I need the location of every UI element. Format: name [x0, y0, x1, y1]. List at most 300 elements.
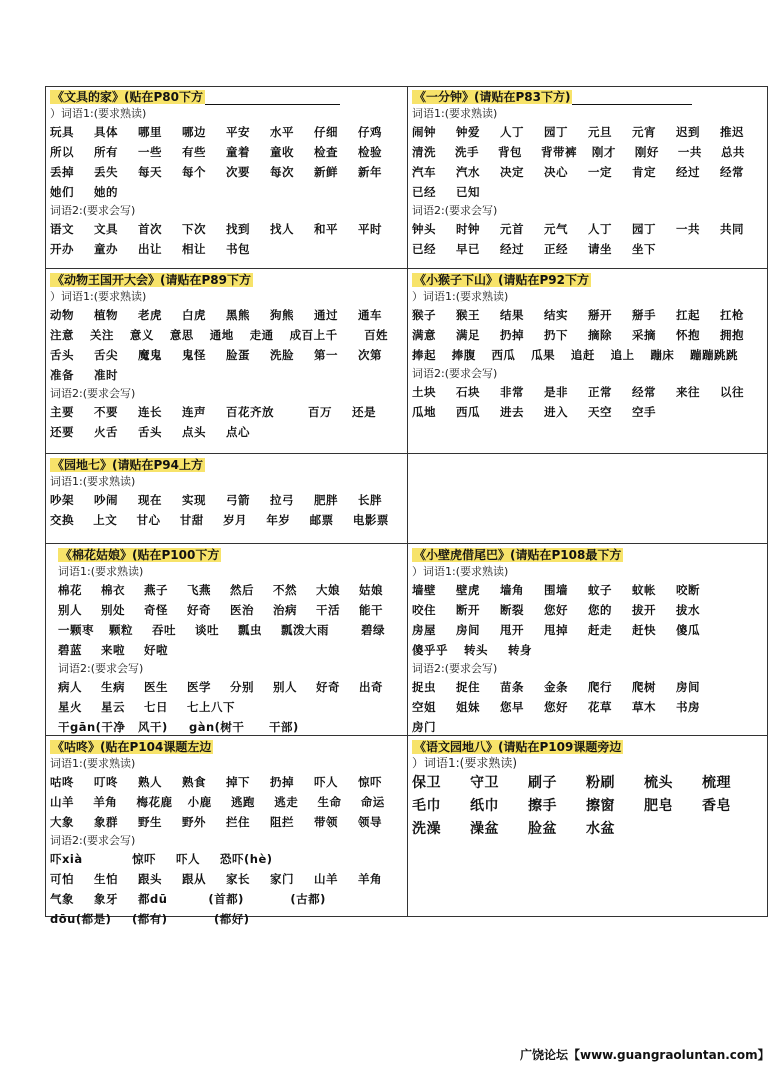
vocab-word: 蹦蹦跳跳 — [690, 348, 739, 362]
word-row — [50, 122, 404, 142]
word-row — [412, 239, 764, 259]
vocab-word: 所有 — [94, 145, 118, 159]
vocab-word: 脸蛋 — [226, 348, 250, 362]
vocab-word: 空手 — [632, 405, 656, 419]
word-row — [50, 849, 404, 869]
word-row — [50, 402, 404, 422]
vocab-word: 决定 — [500, 165, 524, 179]
vocab-word: 掰手 — [632, 308, 656, 322]
cell-dongwu-wangguo — [50, 272, 404, 450]
vocab-word: 七上八下 — [187, 700, 235, 714]
vocab-word: 生病 — [101, 680, 125, 694]
vocab-word: 一些 — [138, 145, 162, 159]
vocab-word: 断裂 — [500, 603, 524, 617]
vocab-word: 汽车 — [412, 165, 436, 179]
vocab-word: 西瓜 — [491, 348, 516, 362]
vocab-word: 吵闹 — [94, 493, 118, 507]
vocab-word: 房间 — [676, 680, 700, 694]
word-row — [58, 697, 404, 717]
word-row — [412, 122, 764, 142]
vocab-word: 都dū — [138, 892, 168, 906]
word-row — [50, 305, 404, 325]
vocab-word: 语文 — [50, 222, 74, 236]
word-row — [58, 640, 404, 660]
vocab-word: 野生 — [138, 815, 162, 829]
vocab-word: 平安 — [226, 125, 250, 139]
vocab-word: 仔细 — [314, 125, 338, 139]
vocab-word: 通过 — [314, 308, 338, 322]
vocab-word: 甘心 — [136, 513, 161, 527]
vocab-word: 电影票 — [352, 513, 389, 527]
vocab-word: 扔掉 — [500, 328, 524, 342]
vocab-word: 生命 — [317, 795, 342, 809]
vocab-word: 关注 — [89, 328, 114, 342]
vocab-word: 来啦 — [101, 643, 125, 657]
vocab-word: 所以 — [50, 145, 74, 159]
vocab-word: 擦窗 — [586, 798, 615, 814]
cell-yi-fen-zhong — [412, 89, 764, 265]
vocab-word: 碧绿 — [361, 623, 385, 637]
word-row — [412, 162, 764, 182]
word-row — [412, 325, 764, 345]
vocab-word: 已经 — [412, 185, 436, 199]
vocab-word: 元气 — [544, 222, 568, 236]
word-row — [412, 219, 764, 239]
vocab-word: 童着 — [226, 145, 250, 159]
vocab-word: 进去 — [500, 405, 524, 419]
vocab-word: 燕子 — [144, 583, 168, 597]
vocab-word: 好啦 — [144, 643, 168, 657]
vocab-word: 野外 — [182, 815, 206, 829]
vocab-word: 弓箭 — [226, 493, 250, 507]
vocab-word: 吓人 — [314, 775, 338, 789]
word-row — [50, 869, 404, 889]
vocab-word: 结实 — [544, 308, 568, 322]
vocab-word: 梅花鹿 — [136, 795, 173, 809]
word-row — [58, 677, 404, 697]
vocab-word: 童办 — [94, 242, 118, 256]
vocab-word: 每个 — [182, 165, 206, 179]
vocab-word: 瓢虫 — [238, 623, 262, 637]
word-group-label: 词语1:(要求熟读) — [58, 565, 144, 578]
vocab-word: 上文 — [93, 513, 118, 527]
word-row — [412, 717, 764, 737]
vocab-word: 扛起 — [676, 308, 700, 322]
vocab-word: 邮票 — [309, 513, 334, 527]
vocab-word: 瓜果 — [531, 348, 556, 362]
word-group-label: 词语1:(要求熟读) — [412, 107, 498, 120]
lesson-title: 《语文园地八》(请贴在P109课题旁边 — [414, 740, 622, 754]
vocab-word: 墙壁 — [412, 583, 436, 597]
vocab-word: 壁虎 — [456, 583, 480, 597]
vocab-word: 通车 — [358, 308, 382, 322]
word-group-label: 词语2:(要求会写) — [50, 834, 136, 847]
word-row — [58, 600, 404, 620]
vocab-word: 甘甜 — [179, 513, 204, 527]
vocab-word: 医生 — [144, 680, 168, 694]
vocab-word: 肥皂 — [644, 798, 673, 814]
vocab-word: 象群 — [94, 815, 118, 829]
vocab-word: 共同 — [720, 222, 744, 236]
vocab-word: 哪边 — [182, 125, 206, 139]
vocab-word: 别人 — [273, 680, 297, 694]
vocab-word: 捧起 — [412, 348, 436, 362]
lesson-title: 《园地七》(请贴在P94上方 — [52, 458, 203, 472]
vocab-word: 开办 — [50, 242, 74, 256]
vocab-word: 空姐 — [412, 700, 436, 714]
vocab-word: 意义 — [129, 328, 154, 342]
word-row — [50, 772, 404, 792]
vocab-word: 元首 — [500, 222, 524, 236]
vocab-word: 一共 — [677, 145, 702, 159]
vocab-word: 点头 — [182, 425, 206, 439]
cell-wenju-de-jia — [50, 89, 404, 265]
vocab-word: 推迟 — [720, 125, 744, 139]
vocab-word: 非常 — [500, 385, 524, 399]
vocab-word: 丢失 — [94, 165, 118, 179]
vocab-word: 拔水 — [676, 603, 700, 617]
word-row — [50, 422, 404, 442]
vocab-word: 颗粒 — [109, 623, 133, 637]
vocab-word: 瓢泼大雨 — [281, 623, 329, 637]
word-group-label: ）词语1:(要求熟读) — [412, 565, 509, 578]
vocab-word: 粉刷 — [586, 775, 615, 791]
vocab-word: 找到 — [226, 222, 250, 236]
vocab-word: 次第 — [358, 348, 382, 362]
column-divider — [407, 86, 408, 917]
cell-gudong — [50, 739, 404, 926]
vocab-word: 魔鬼 — [138, 348, 162, 362]
vocab-word: 洗澡 — [412, 821, 441, 837]
vocab-word: 赶走 — [588, 623, 612, 637]
vocab-word: 园丁 — [544, 125, 568, 139]
word-row — [58, 620, 404, 640]
vocab-word: 仔鸡 — [358, 125, 382, 139]
word-row — [50, 325, 404, 345]
vocab-word: 猴子 — [412, 308, 436, 322]
vocab-word: 肥胖 — [314, 493, 338, 507]
word-row — [50, 219, 404, 239]
word-row — [412, 305, 764, 325]
vocab-word: 一颗枣 — [58, 623, 94, 637]
word-row — [412, 620, 764, 640]
vocab-word: 童收 — [270, 145, 294, 159]
vocab-word: 白虎 — [182, 308, 206, 322]
vocab-word: 吵架 — [50, 493, 74, 507]
vocab-word: 找人 — [270, 222, 294, 236]
vocab-word: 拦住 — [226, 815, 250, 829]
vocab-word: 钟头 — [412, 222, 436, 236]
word-row — [412, 795, 764, 818]
vocab-word: 掰开 — [588, 308, 612, 322]
vocab-word: 咬住 — [412, 603, 436, 617]
vocab-word: 墙角 — [500, 583, 524, 597]
vocab-word: 香皂 — [702, 798, 731, 814]
cell-yuandi-qi — [50, 457, 404, 541]
vocab-word: 第一 — [314, 348, 338, 362]
vocab-word: 山羊 — [314, 872, 338, 886]
vocab-word: 结果 — [500, 308, 524, 322]
vocab-word: 瓜地 — [412, 405, 436, 419]
vocab-word: 经过 — [500, 242, 524, 256]
vocab-word: 命运 — [360, 795, 385, 809]
vocab-word: 连长 — [138, 405, 162, 419]
vocab-word: 走通 — [249, 328, 274, 342]
vocab-word: 书包 — [226, 242, 250, 256]
vocab-word: 首次 — [138, 222, 162, 236]
vocab-word: 舌头 — [138, 425, 162, 439]
vocab-word: 元宵 — [632, 125, 656, 139]
vocab-word: 转头 — [464, 643, 488, 657]
vocab-word: 新年 — [358, 165, 382, 179]
vocab-word: 羊角 — [93, 795, 118, 809]
vocab-word: 金条 — [544, 680, 568, 694]
vocab-word: 洗手 — [455, 145, 480, 159]
vocab-word: 澡盆 — [470, 821, 499, 837]
vocab-word: 注意 — [50, 328, 74, 342]
vocab-word: 房门 — [412, 720, 436, 734]
word-row — [50, 239, 404, 259]
vocab-word: 元旦 — [588, 125, 612, 139]
vocab-word: 水盆 — [586, 821, 615, 837]
row-divider-1 — [45, 268, 768, 269]
vocab-word: 通地 — [209, 328, 234, 342]
word-row — [50, 182, 404, 202]
word-group-label: ）词语1:(要求熟读) — [50, 290, 147, 303]
vocab-word: 气象 — [50, 892, 74, 906]
word-row — [412, 382, 764, 402]
word-row — [50, 162, 404, 182]
vocab-word: 脸盆 — [528, 821, 557, 837]
vocab-word: 每天 — [138, 165, 162, 179]
vocab-word: 准时 — [94, 368, 118, 382]
word-row — [50, 792, 404, 812]
vocab-word: 吞吐 — [152, 623, 176, 637]
vocab-word: 满意 — [412, 328, 436, 342]
vocab-word: 傻乎乎 — [412, 643, 448, 657]
lesson-title: 《小猴子下山》(请贴在P92下方 — [414, 273, 589, 287]
vocab-word: 您的 — [588, 603, 612, 617]
vocab-word: 经过 — [676, 165, 700, 179]
vocab-word: 进入 — [544, 405, 568, 419]
vocab-word: 干gān(干净 — [58, 720, 126, 734]
vocab-word: 出让 — [138, 242, 162, 256]
vocab-word: 一共 — [676, 222, 700, 236]
vocab-word: (首都) — [208, 892, 244, 906]
vocab-word: 碧蓝 — [58, 643, 82, 657]
vocab-word: 熟食 — [182, 775, 206, 789]
vocab-word: 扛枪 — [720, 308, 744, 322]
vocab-word: 背带裤 — [541, 145, 578, 159]
vocab-word: 摘除 — [588, 328, 612, 342]
vocab-word: 园丁 — [632, 222, 656, 236]
vocab-word: 生怕 — [94, 872, 118, 886]
vocab-word: 刚好 — [634, 145, 659, 159]
vocab-word: 捉住 — [456, 680, 480, 694]
vocab-word: 断开 — [456, 603, 480, 617]
vocab-word: 小鹿 — [187, 795, 212, 809]
vocab-word: 猴王 — [456, 308, 480, 322]
vocab-word: (古都) — [290, 892, 326, 906]
word-row — [50, 365, 404, 385]
vocab-word: 风干) — [138, 720, 168, 734]
word-row — [50, 510, 404, 530]
vocab-word: 花草 — [588, 700, 612, 714]
word-row — [50, 812, 404, 832]
vocab-word: 赶快 — [632, 623, 656, 637]
word-row — [412, 677, 764, 697]
cell-xiao-bihu — [412, 547, 764, 732]
vocab-word: 吓人 — [176, 852, 200, 866]
vocab-word: 不然 — [273, 583, 297, 597]
word-row — [58, 717, 404, 737]
word-row — [412, 772, 764, 795]
vocab-word: 书房 — [676, 700, 700, 714]
vocab-word: 咕咚 — [50, 775, 74, 789]
vocab-word: 分别 — [230, 680, 254, 694]
vocab-word: 家门 — [270, 872, 294, 886]
vocab-word: 您好 — [544, 700, 568, 714]
word-group-label: 词语2:(要求会写) — [50, 387, 136, 400]
vocab-word: 奇怪 — [144, 603, 168, 617]
vocab-word: 病人 — [58, 680, 82, 694]
word-row — [412, 182, 764, 202]
vocab-word: 拉弓 — [270, 493, 294, 507]
vocab-word: 火舌 — [94, 425, 118, 439]
vocab-word: 舌头 — [50, 348, 74, 362]
vocab-word: 洗脸 — [270, 348, 294, 362]
vocab-word: 黑熊 — [226, 308, 250, 322]
vocab-word: 爬树 — [632, 680, 656, 694]
vocab-word: 捧腹 — [451, 348, 476, 362]
vocab-word: 大娘 — [316, 583, 340, 597]
vocab-word: dōu(都是) — [50, 912, 112, 926]
vocab-word: 追上 — [610, 348, 635, 362]
vocab-word: 土块 — [412, 385, 436, 399]
vocab-word: 已知 — [456, 185, 480, 199]
vocab-word: 草木 — [632, 700, 656, 714]
vocab-word: 扔下 — [544, 328, 568, 342]
vocab-word: 长胖 — [358, 493, 382, 507]
word-group-label: 词语2:(要求会写) — [50, 204, 136, 217]
vocab-word: 山羊 — [50, 795, 74, 809]
vocab-word: 已经 — [412, 242, 436, 256]
vocab-word: 谈吐 — [195, 623, 219, 637]
vocab-word: 惊吓 — [132, 852, 156, 866]
vocab-word: 人丁 — [588, 222, 612, 236]
vocab-word: 背包 — [498, 145, 523, 159]
vocab-word: 汽水 — [456, 165, 480, 179]
vocab-word: 不要 — [94, 405, 118, 419]
vocab-word: 狗熊 — [270, 308, 294, 322]
vocab-word: 拥抱 — [720, 328, 744, 342]
vocab-word: 干部) — [269, 720, 299, 734]
vocab-word: 熟人 — [138, 775, 162, 789]
vocab-word: 棉花 — [58, 583, 82, 597]
word-row — [412, 142, 764, 162]
vocab-word: 坐下 — [632, 242, 656, 256]
vocab-word: 还要 — [50, 425, 74, 439]
vocab-word: 象牙 — [94, 892, 118, 906]
vocab-word: 拔开 — [632, 603, 656, 617]
word-row — [58, 580, 404, 600]
vocab-word: 正常 — [588, 385, 612, 399]
vocab-word: 来往 — [676, 385, 700, 399]
vocab-word: 实现 — [182, 493, 206, 507]
vocab-word: 房屋 — [412, 623, 436, 637]
vocab-word: 连声 — [182, 405, 206, 419]
vocab-word: 新鲜 — [314, 165, 338, 179]
vocab-word: 转身 — [508, 643, 532, 657]
vocab-word: gàn(树干 — [189, 720, 245, 734]
word-row — [50, 142, 404, 162]
vocab-word: 点心 — [226, 425, 250, 439]
vocab-word: 百万 — [308, 405, 332, 419]
vocab-word: 清洗 — [412, 145, 436, 159]
vocab-word: 时钟 — [456, 222, 480, 236]
word-row — [50, 909, 404, 929]
vocab-word: 检验 — [358, 145, 382, 159]
vocab-word: 玩具 — [50, 125, 74, 139]
word-row — [412, 345, 764, 365]
vocab-word: 飞燕 — [187, 583, 211, 597]
vocab-word: 早已 — [456, 242, 480, 256]
vocab-word: 石块 — [456, 385, 480, 399]
vocab-word: 擦手 — [528, 798, 557, 814]
lesson-title: 《文具的家》(贴在P80下方 — [50, 89, 404, 105]
word-row — [412, 600, 764, 620]
vocab-word: 逃走 — [274, 795, 299, 809]
vocab-word: 满足 — [456, 328, 480, 342]
vocab-word: 咬断 — [676, 583, 700, 597]
vocab-word: 干活 — [316, 603, 340, 617]
vocab-word: 交换 — [50, 513, 74, 527]
vocab-word: 刷子 — [528, 775, 557, 791]
vocab-word: 捉虫 — [412, 680, 436, 694]
vocab-word: 她们 — [50, 185, 74, 199]
word-row — [50, 490, 404, 510]
vocab-word: 叮咚 — [94, 775, 118, 789]
vocab-word: 植物 — [94, 308, 118, 322]
vocab-word: 纸巾 — [470, 798, 499, 814]
vocab-word: 星火 — [58, 700, 82, 714]
vocab-word: 经常 — [632, 385, 656, 399]
word-group-label: 词语2:(要求会写) — [412, 204, 498, 217]
vocab-word: 房间 — [456, 623, 480, 637]
vocab-word: 别人 — [58, 603, 82, 617]
vocab-word: 现在 — [138, 493, 162, 507]
vocab-word: 闹钟 — [412, 125, 436, 139]
vocab-word: 毛巾 — [412, 798, 441, 814]
vocab-word: 跟从 — [182, 872, 206, 886]
vocab-word: 下次 — [182, 222, 206, 236]
vocab-word: 家长 — [226, 872, 250, 886]
vocab-word: 人丁 — [500, 125, 524, 139]
vocab-word: 每次 — [270, 165, 294, 179]
vocab-word: 老虎 — [138, 308, 162, 322]
cell-mianhua-guniang — [58, 547, 404, 732]
vocab-word: 肯定 — [632, 165, 656, 179]
word-row — [50, 889, 404, 909]
vocab-word: 羊角 — [358, 872, 382, 886]
vocab-word: 追赶 — [570, 348, 595, 362]
vocab-word: 年岁 — [266, 513, 291, 527]
vocab-word: 苗条 — [500, 680, 524, 694]
vocab-word: 治病 — [273, 603, 297, 617]
row-divider-3 — [45, 543, 768, 544]
word-row — [412, 818, 764, 841]
vocab-word: 是非 — [544, 385, 568, 399]
